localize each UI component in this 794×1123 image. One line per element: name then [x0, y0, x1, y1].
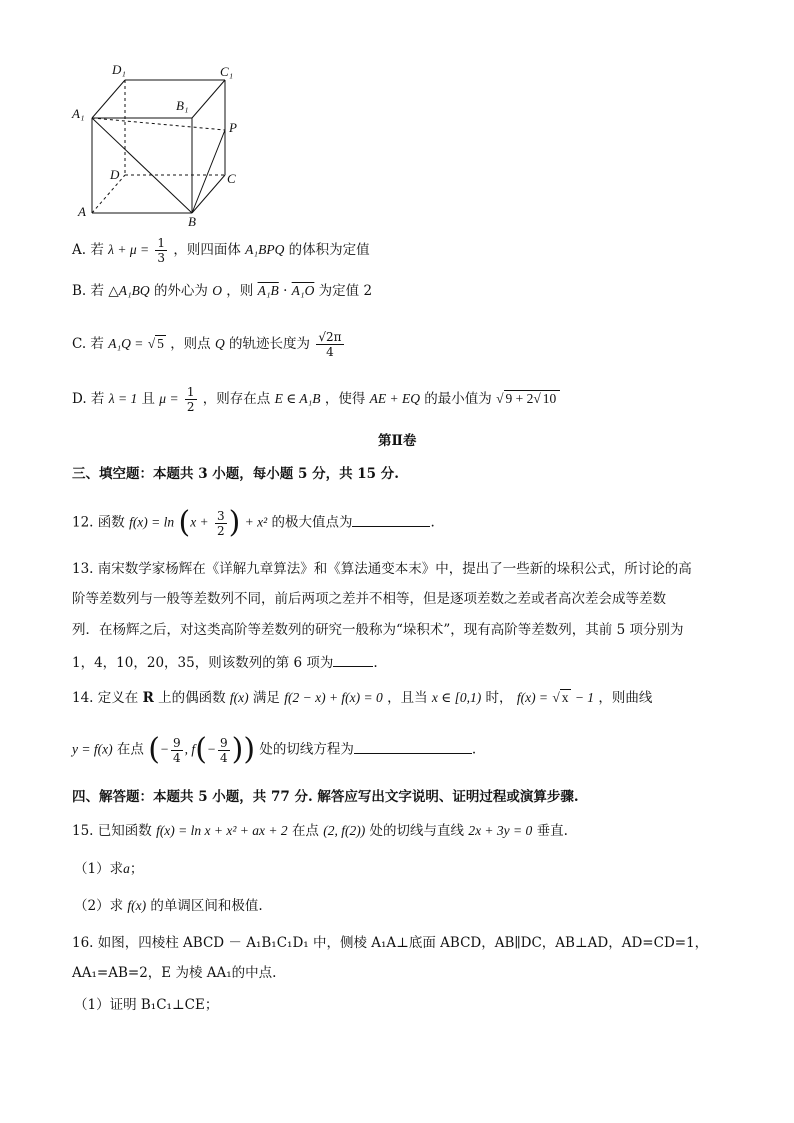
q14-fx: f(x): [229, 690, 249, 705]
q14-t2: 满足: [252, 690, 280, 706]
q14-l2c: 处的切线方程为: [259, 741, 354, 758]
option-d-den: 2: [186, 400, 195, 414]
q14-r: R: [142, 690, 154, 706]
option-b-prefix: B. 若: [72, 283, 105, 299]
q14-t1: 上的偶函数: [158, 690, 226, 706]
section4-heading: 四、解答题：本题共 5 小题，共 77 分. 解答应写出文字说明、证明过程或演算步骤.: [72, 789, 579, 805]
option-c-mid2: 的轨迹长度为: [229, 336, 311, 352]
q13-line-4: [72, 652, 378, 672]
q14-frac1-den: 4: [173, 750, 181, 765]
q16-line-1: 16. 如图，四棱柱 ABCD － A₁B₁C₁D₁ 中，侧棱 A₁A⊥底面 ABCD，AB∥DC，AB⊥AD，AD=CD=1，: [72, 935, 709, 951]
label-b: B: [188, 214, 196, 228]
q12-end: .: [430, 514, 435, 531]
option-a-frac: [155, 236, 167, 265]
option-c-cond: A₁Q =: [108, 336, 144, 351]
q15-p2a: （2）求: [74, 898, 124, 914]
q15-point: (2, f(2)): [323, 823, 366, 838]
q15-p2b: 的单调区间和极值.: [150, 898, 263, 914]
q16-line-2: AA₁=AB=2，E 为棱 AA₁的中点.: [72, 965, 277, 981]
edge-a1-b: [92, 118, 192, 213]
q14-frac2-num: 9: [220, 735, 228, 750]
q12-num: 12. 函数: [72, 514, 125, 531]
option-b-tri: △A₁BQ: [108, 283, 150, 298]
option-c-num: 2π: [325, 330, 342, 344]
q14-frac2-den: 4: [220, 750, 228, 765]
option-b-o: O: [212, 283, 222, 298]
question-14-line-1: 14. 定义在 R 上的偶函数 f(x) 满足 f(2 − x) + f(x) = 0 ，且当 x ∈ [0,1) 时， f(x) = √ x − 1 ，则曲线: [72, 690, 653, 706]
q15-l1a: 15. 已知函数: [72, 823, 152, 839]
option-d: D. 若 λ = 1 且 μ = $\frac{1}{2}$ ，则存在点 E ∈ A₁B ，使得 AE + EQ 的最小值为 √ 9 + 2√ 10: [72, 385, 560, 414]
option-d-num: 1: [186, 385, 195, 399]
q14-l2b: 在点: [116, 741, 144, 758]
option-b-vector2: A₁O: [291, 283, 315, 298]
edge-b-p: [192, 130, 225, 213]
edge-a-d: [92, 175, 125, 213]
q14-def: f(x) =: [516, 690, 549, 705]
option-a-tail: 的体积为定值: [288, 242, 370, 258]
option-c-frac: $\frac{√2\pi}{4}$: [318, 330, 342, 359]
option-a-cond: λ + μ =: [108, 242, 150, 257]
option-d-mid2: ，使得: [324, 391, 366, 407]
q14-comma: , f: [184, 741, 196, 757]
q12-frac-den: 2: [216, 523, 225, 538]
q12-rest: 的极大值点为: [271, 514, 353, 531]
option-b: [72, 282, 372, 300]
label-d1: D₁: [112, 62, 126, 77]
q14-defend: − 1: [574, 690, 595, 705]
question-12: 12. 函数 f(x) = ln (x + $\frac{3}{2}$ ) + x² 的极大值点为 .: [72, 505, 435, 540]
option-a-body: A₁BPQ: [245, 242, 285, 257]
q13-line4-text: 1，4，10，20，35，则该数列的第 6 项为: [72, 655, 334, 671]
edge-a1-p: [92, 118, 225, 130]
q14-t3: ，且当: [387, 690, 428, 706]
option-c: C. 若 A₁Q = √ 5 ，则点 Q 的轨迹长度为 $\frac{√2\pi}{4}$: [72, 330, 342, 359]
option-d-cond3: E ∈ A₁B: [274, 391, 321, 406]
option-d-mid: ，则存在点: [202, 391, 271, 407]
edge-a1-d1: [92, 80, 125, 118]
part2-title: 第Ⅱ卷: [378, 433, 417, 449]
option-b-then: ，则: [226, 283, 254, 299]
q16-part-1: （1）证明 B₁C₁⊥CE；: [74, 997, 219, 1013]
q14-frac2: [218, 736, 230, 765]
option-b-mid: 的外心为: [153, 283, 208, 299]
q15-l1c: 处的切线与直线: [369, 823, 465, 839]
q14-end: .: [471, 741, 477, 758]
option-c-mid: ，则点: [170, 336, 211, 352]
label-c: C: [227, 171, 236, 186]
q12-inner: x +: [190, 514, 209, 530]
section3-heading: 三、填空题：本题共 3 小题，每小题 5 分，共 15 分.: [72, 466, 399, 482]
option-b-dot: ·: [283, 283, 288, 299]
q15-part-2: [74, 897, 263, 915]
q15-part-1: [74, 860, 143, 878]
label-a1: A₁: [72, 106, 85, 121]
q13-line-2: 阶等差数列与一般等差数列不同，前后两项之差并不相等，但是逐项差数之差或者高次差会成等差数: [72, 591, 666, 607]
q13-line-1: 13. 南宋数学家杨辉在《详解九章算法》和《算法通变本末》中，提出了一些新的垛积公式，所讨论的高: [72, 561, 692, 577]
q14-range: x ∈ [0,1): [431, 690, 482, 705]
q12-frac-num: 3: [216, 508, 225, 523]
q14-num: 14. 定义在: [72, 690, 139, 706]
q14-answer-blank[interactable]: [354, 739, 472, 754]
option-d-cond1: λ = 1: [108, 391, 138, 406]
q15-func: f(x) = ln x + x² + ax + 2: [156, 823, 288, 838]
question-15-line-1: [72, 822, 568, 840]
q14-l2a: y = f(x): [72, 741, 113, 757]
cube-figure: [70, 58, 250, 228]
option-a-den: 3: [157, 251, 166, 265]
option-c-den: 4: [326, 345, 334, 359]
q14-eq: f(2 − x) + f(x) = 0: [284, 690, 383, 705]
label-a: A: [78, 204, 86, 219]
q15-l1b: 在点: [291, 823, 319, 839]
option-b-tail: 为定值 2: [318, 283, 373, 299]
label-c1: C₁: [220, 64, 234, 79]
label-d: D: [110, 167, 120, 182]
option-a-rest: ，则四面体: [173, 242, 241, 258]
option-b-vector1: A₁B: [257, 283, 279, 298]
option-a-prefix: A. 若: [72, 242, 104, 258]
q15-a: a: [123, 861, 130, 876]
q13-end: .: [373, 655, 378, 671]
q15-p2f: f(x): [127, 898, 147, 913]
option-d-expr: AE + EQ: [369, 391, 420, 406]
edge-b1-c1: [192, 80, 225, 118]
option-d-sqrt-a: 9 + 2: [505, 391, 534, 406]
q14-t4: 时，: [485, 690, 513, 706]
label-p: P: [229, 120, 237, 135]
label-b1: B₁: [176, 98, 189, 113]
option-c-prefix: C. 若: [72, 336, 104, 352]
q12-frac: [215, 509, 227, 538]
q13-answer-blank[interactable]: [333, 652, 373, 667]
option-a: [72, 236, 370, 265]
option-c-q: Q: [214, 336, 225, 351]
edge-b-c: [192, 175, 225, 213]
option-d-frac: [185, 385, 197, 414]
q15-l1d: 垂直.: [536, 823, 568, 839]
q12-func: f(x) = ln: [129, 514, 175, 530]
q14-frac1-num: 9: [173, 735, 181, 750]
q12-tail: + x²: [244, 514, 268, 530]
q14-frac1: [171, 736, 183, 765]
q15-p1: （1）求: [74, 861, 124, 877]
q13-line-3: 列．在杨辉之后，对这类高阶等差数列的研究一般称为“垛积术”，现有高阶等差数列，其前 5 项分别为: [72, 622, 684, 638]
option-d-prefix: D. 若: [72, 391, 105, 407]
question-14-line-2: y = f(x) 在点 (− $\frac{9}{4}$ , f(− $\frac{9}{4}$ )) 处的切线方程为 .: [72, 732, 477, 767]
option-a-num: 1: [157, 236, 166, 250]
q14-sqrt: x: [561, 690, 569, 705]
q15-line: 2x + 3y = 0: [468, 823, 533, 838]
q15-p1end: ；: [129, 861, 144, 877]
option-d-and: 且: [141, 391, 155, 407]
q14-t5: ，则曲线: [598, 690, 653, 706]
q12-answer-blank[interactable]: [352, 512, 430, 527]
option-c-sqrt: 5: [157, 336, 164, 351]
option-d-sqrt-b: 10: [542, 391, 557, 406]
option-d-tail: 的最小值为: [424, 391, 492, 407]
option-d-cond2: μ =: [159, 391, 179, 406]
